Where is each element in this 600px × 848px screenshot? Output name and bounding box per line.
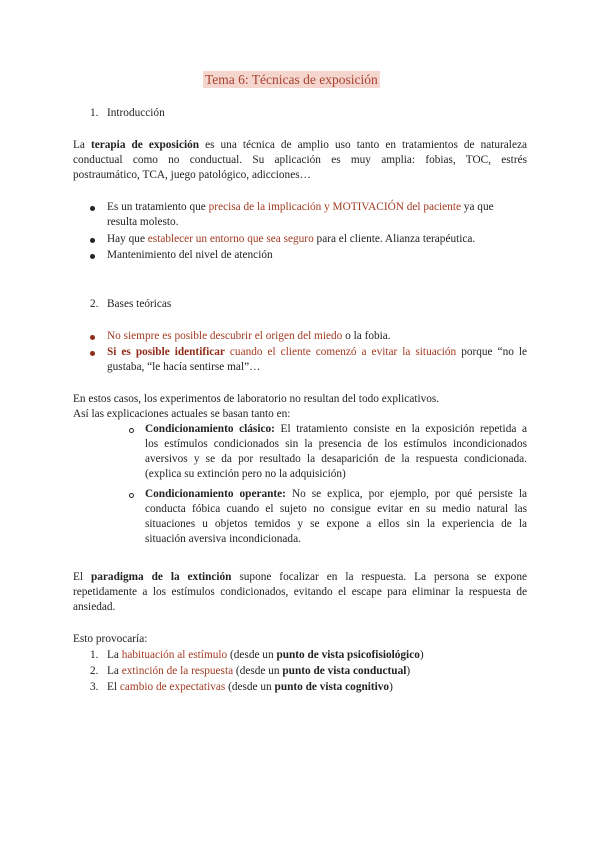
list-number: 2. xyxy=(90,665,99,677)
subitem-line: situaciones u objetos temidos y se expone a ellos sin la experiencia de la xyxy=(145,518,527,530)
list-item: Mantenimiento del nivel de atención xyxy=(107,249,273,261)
section-heading: Introducción xyxy=(107,107,165,119)
subitem-line: (explica su extinción pero no la adquisición) xyxy=(145,468,346,480)
paragraph-line: Esto provocaría: xyxy=(73,633,148,645)
bullet-marker xyxy=(90,351,95,356)
paragraph-line: ansiedad. xyxy=(73,601,116,613)
list-item: Hay que establecer un entorno que sea seguro para el cliente. Alianza terapéutica. xyxy=(107,233,476,245)
circle-bullet-marker xyxy=(129,493,134,498)
section-heading: Bases teóricas xyxy=(107,298,172,310)
list-number: 3. xyxy=(90,681,99,693)
subitem-line: Condicionamiento clásico: El tratamiento consiste en la exposición repetida a xyxy=(145,423,528,435)
paragraph-line: postraumático, TCA, juego patológico, adicciones… xyxy=(73,169,311,181)
list-item: No siempre es posible descubrir el origen del miedo o la fobia. xyxy=(107,330,391,342)
list-item: El cambio de expectativas (desde un punto de vista cognitivo) xyxy=(107,681,393,693)
bullet-marker xyxy=(90,206,95,211)
bullet-marker xyxy=(90,254,95,259)
paragraph-line: Así las explicaciones actuales se basan tanto en: xyxy=(73,408,291,420)
page-title: Tema 6: Técnicas de exposición xyxy=(205,72,378,87)
list-item: Si es posible identificar cuando el cliente comenzó a evitar la situación porque “no le xyxy=(107,346,528,358)
subitem-line: situación aversiva incondicionada. xyxy=(145,533,301,545)
subitem-line: Condicionamiento operante: No se explica, por ejemplo, por qué persiste la xyxy=(145,488,527,500)
list-item: La extinción de la respuesta (desde un punto de vista conductual) xyxy=(107,665,411,677)
list-item-continuation: resulta molesto. xyxy=(107,216,179,228)
subitem-line: conducta fóbica cuando el sujeto no consigue evitar en su medio natural las xyxy=(145,503,527,515)
subitem-line: los estímulos condicionados sin la presencia de los estímulos incondicionados xyxy=(145,438,527,450)
paragraph-line: La terapia de exposición es una técnica de amplio uso tanto en tratamientos de naturaleza xyxy=(73,139,527,151)
paragraph-line: El paradigma de la extinción supone focalizar en la respuesta. La persona se expone xyxy=(73,571,527,583)
list-number: 1. xyxy=(90,649,99,661)
paragraph-line: En estos casos, los experimentos de laboratorio no resultan del todo explicativos. xyxy=(73,393,440,405)
section-number: 2. xyxy=(90,298,99,310)
circle-bullet-marker xyxy=(129,428,134,433)
list-item: La habituación al estímulo (desde un punto de vista psicofisiológico) xyxy=(107,649,424,661)
section-number: 1. xyxy=(90,107,99,119)
bullet-marker xyxy=(90,335,95,340)
paragraph-line: conductual como no conductual. Su aplicación es muy amplia: fobias, TOC, estrés xyxy=(73,154,527,166)
paragraph-line: repetidamente a los estímulos condicionados, evitando el escape para eliminar la respuesta de xyxy=(73,586,527,598)
subitem-line: aversivos y se da por resultado la desaparición de la respuesta condicionada. xyxy=(145,453,527,465)
list-item-continuation: gustaba, “le hacía sentirse mal”… xyxy=(107,361,261,373)
list-item: Es un tratamiento que precisa de la implicación y MOTIVACIÓN del paciente ya que xyxy=(107,201,494,213)
bullet-marker xyxy=(90,238,95,243)
